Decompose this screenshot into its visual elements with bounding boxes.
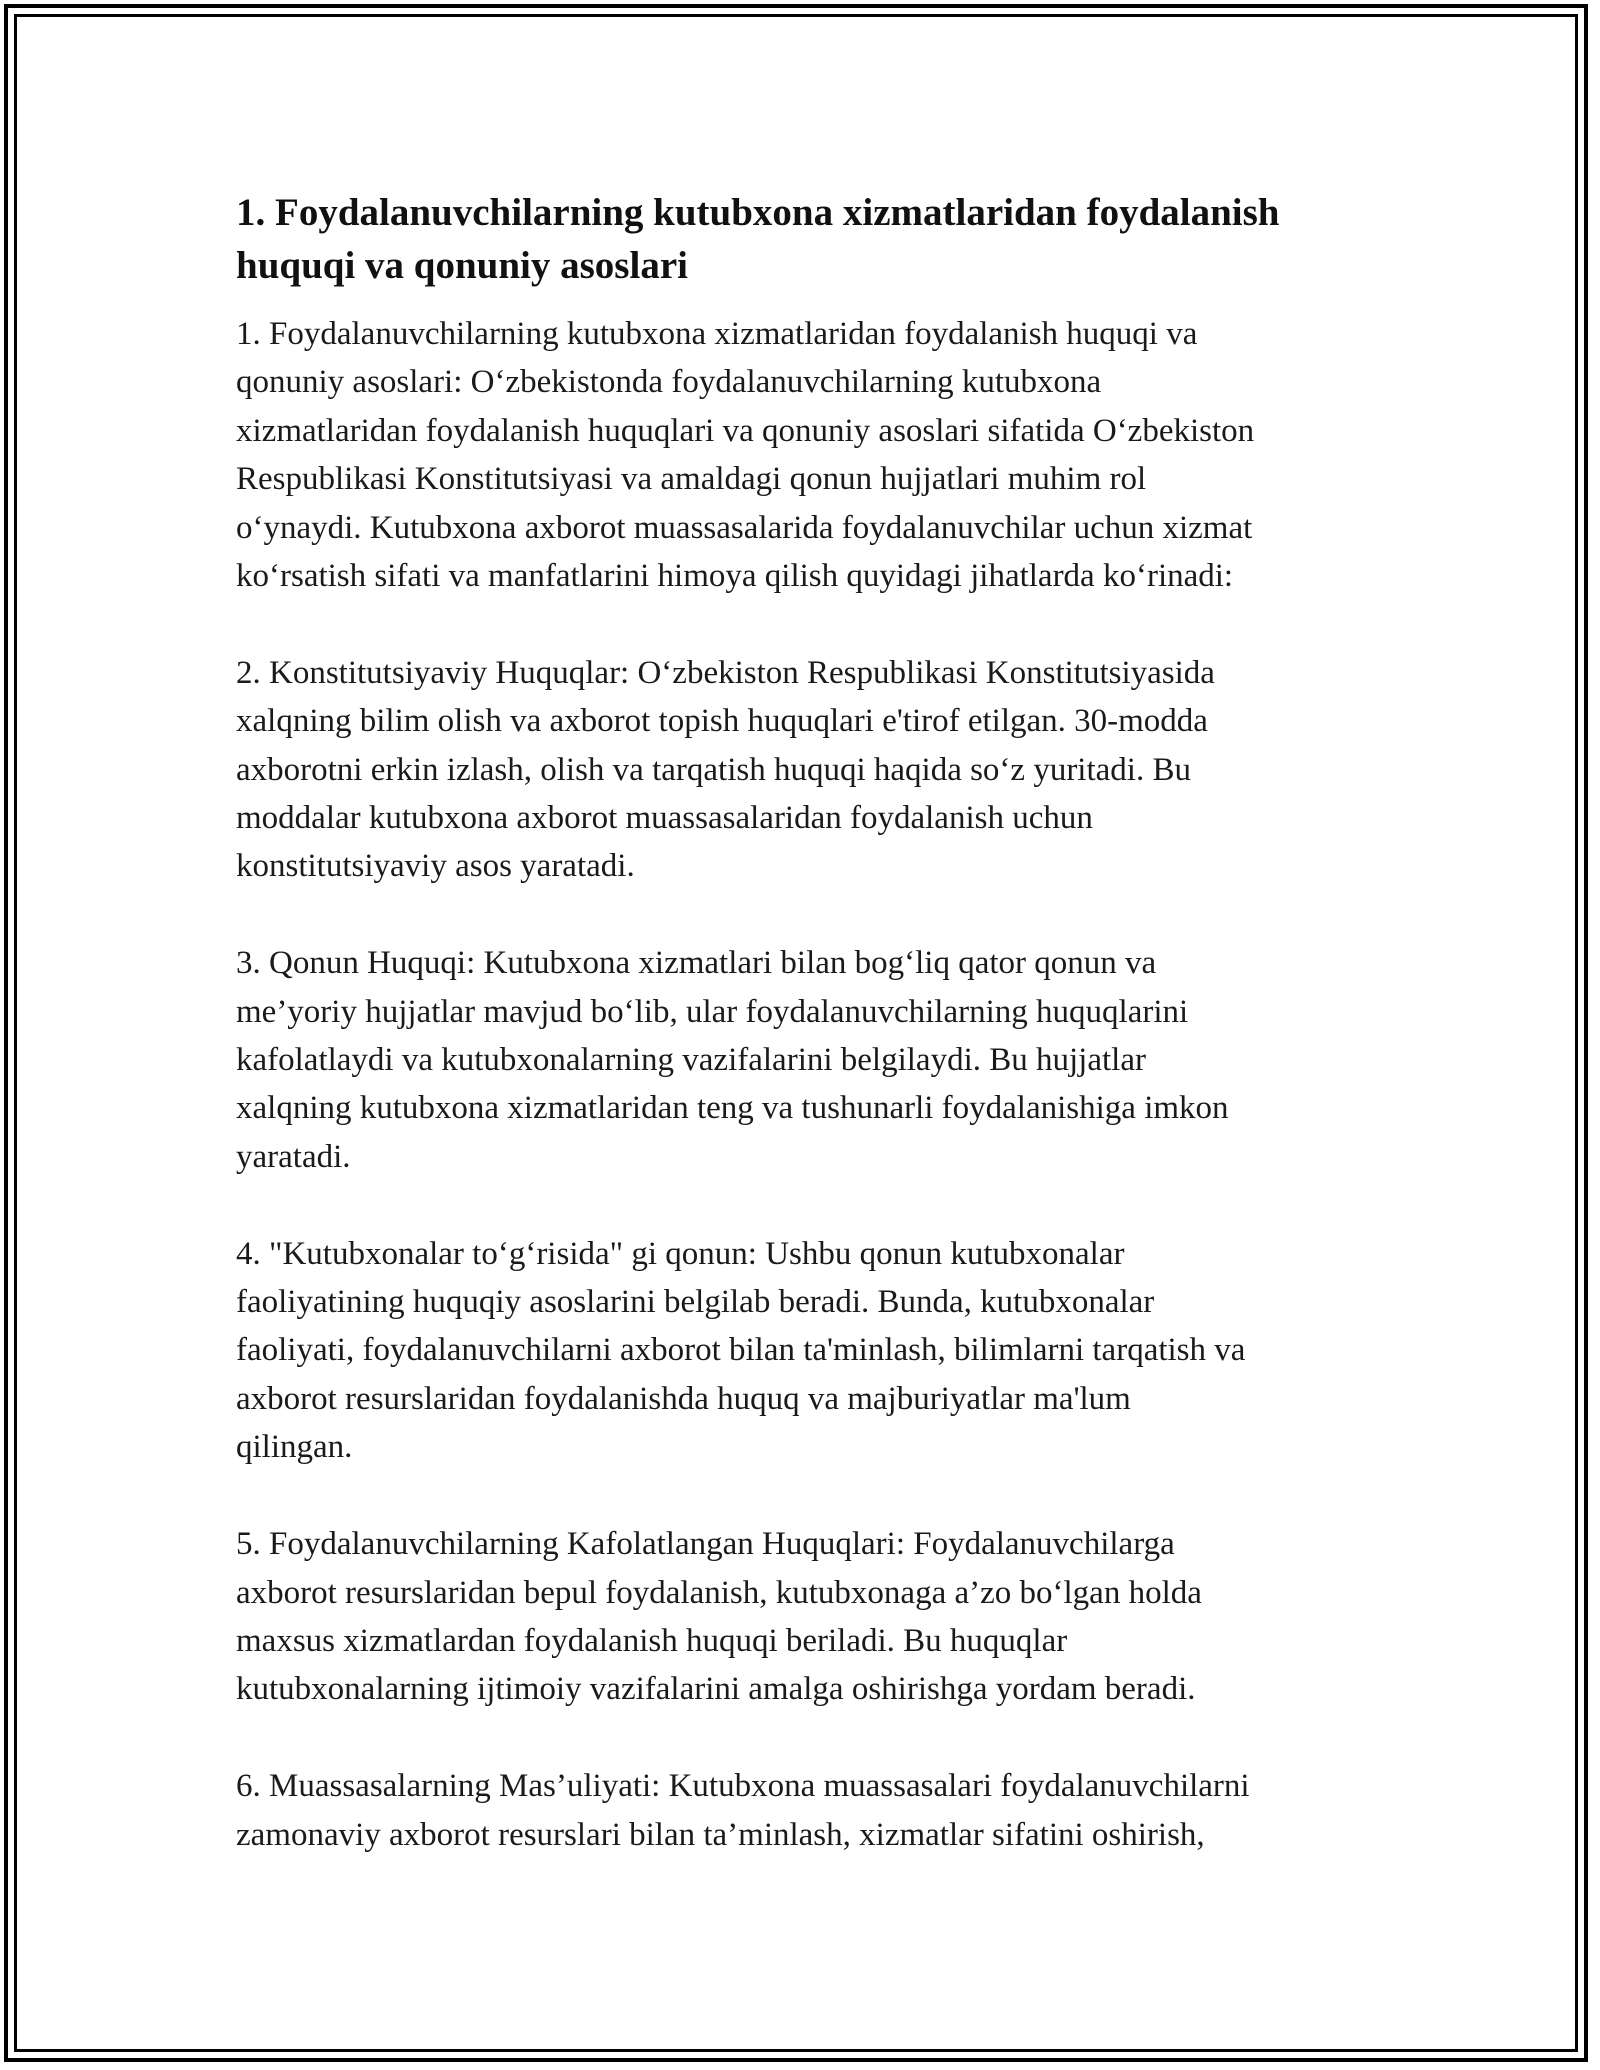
text-line: axborotni erkin izlash, olish va tarqatish huquqi haqida so‘z yuritadi. Bu xyxy=(236,751,1191,788)
text-line: axborot resurslaridan foydalanishda huquq va majburiyatlar ma'lum xyxy=(236,1380,1131,1417)
text-line: zamonaviy axborot resurslari bilan ta’minlash, xizmatlar sifatini oshirish, xyxy=(236,1816,1205,1853)
paragraph-5 xyxy=(236,1520,1386,1714)
text-line: xalqning kutubxona xizmatlaridan teng va tushunarli foydalanishiga imkon xyxy=(236,1090,1229,1127)
text-line: qilingan. xyxy=(236,1429,353,1466)
text-line: qonuniy asoslari: O‘zbekistonda foydalanuvchilarning kutubxona xyxy=(236,364,1102,401)
title-line: huquqi va qonuniy asoslari xyxy=(236,244,688,287)
text-line: maxsus xizmatlardan foydalanish huquqi beriladi. Bu huquqlar xyxy=(236,1622,1068,1659)
document-title xyxy=(236,186,1386,292)
title-line: 1. Foydalanuvchilarning kutubxona xizmatlaridan foydalanish xyxy=(236,191,1280,234)
text-line: xizmatlaridan foydalanish huquqlari va qonuniy asoslari sifatida O‘zbekiston xyxy=(236,412,1255,449)
text-line: 6. Muassasalarning Mas’uliyati: Kutubxona muassasalari foydalanuvchilarni xyxy=(236,1768,1250,1805)
text-line: xalqning bilim olish va axborot topish huquqlari e'tirof etilgan. 30-modda xyxy=(236,703,1208,740)
paragraph-4 xyxy=(236,1230,1386,1472)
text-line: Respublikasi Konstitutsiyasi va amaldagi qonun hujjatlari muhim rol xyxy=(236,461,1147,498)
text-line: faoliyati, foydalanuvchilarni axborot bilan ta'minlash, bilimlarni tarqatish va xyxy=(236,1332,1246,1369)
text-line: kutubxonalarning ijtimoiy vazifalarini amalga oshirishga yordam beradi. xyxy=(236,1671,1196,1708)
paragraph-3 xyxy=(236,939,1386,1181)
text-line: o‘ynaydi. Kutubxona axborot muassasalarida foydalanuvchilar uchun xizmat xyxy=(236,509,1253,546)
document-body xyxy=(236,186,1386,1907)
text-line: ko‘rsatish sifati va manfatlarini himoya qilish quyidagi jihatlarda ko‘rinadi: xyxy=(236,558,1234,595)
paragraph-1 xyxy=(236,310,1386,600)
text-line: konstitutsiyaviy asos yaratadi. xyxy=(236,848,635,885)
paragraph-6 xyxy=(236,1762,1386,1859)
paragraph-2 xyxy=(236,649,1386,891)
text-line: axborot resurslaridan bepul foydalanish, kutubxonaga a’zo bo‘lgan holda xyxy=(236,1574,1202,1611)
text-line: moddalar kutubxona axborot muassasalaridan foydalanish uchun xyxy=(236,800,1093,837)
text-line: 5. Foydalanuvchilarning Kafolatlangan Huquqlari: Foydalanuvchilarga xyxy=(236,1526,1175,1563)
text-line: 3. Qonun Huquqi: Kutubxona xizmatlari bilan bog‘liq qator qonun va xyxy=(236,945,1157,982)
text-line: yaratadi. xyxy=(236,1138,351,1175)
text-line: faoliyatining huquqiy asoslarini belgilab beradi. Bunda, kutubxonalar xyxy=(236,1284,1155,1321)
text-line: kafolatlaydi va kutubxonalarning vazifalarini belgilaydi. Bu hujjatlar xyxy=(236,1042,1146,1079)
text-line: 2. Konstitutsiyaviy Huquqlar: O‘zbekiston Respublikasi Konstitutsiyasida xyxy=(236,654,1215,691)
text-line: 1. Foydalanuvchilarning kutubxona xizmatlaridan foydalanish huquqi va xyxy=(236,316,1198,352)
text-line: me’yoriy hujjatlar mavjud bo‘lib, ular foydalanuvchilarning huquqlarini xyxy=(236,993,1189,1030)
text-line: 4. "Kutubxonalar to‘g‘risida" gi qonun: Ushbu qonun kutubxonalar xyxy=(236,1235,1125,1272)
